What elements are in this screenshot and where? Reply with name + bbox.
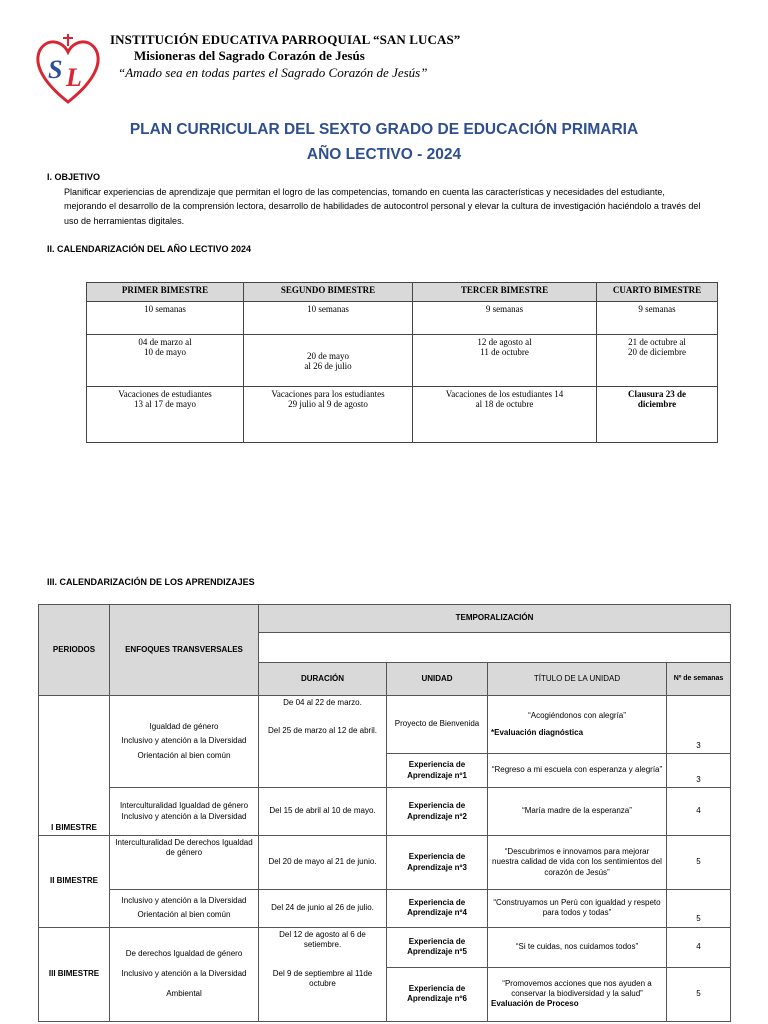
period-bim2: II BIMESTRE xyxy=(39,836,110,928)
header-semanas: Nº de semanas xyxy=(667,663,731,696)
unit-bim3-1: Experiencia de Aprendizaje nº5 xyxy=(387,927,488,967)
congregation-name: Misioneras del Sagrado Corazón de Jesús xyxy=(134,48,365,63)
weeks-bim1-3: 4 xyxy=(667,788,731,836)
header-bim2: SEGUNDO BIMESTRE xyxy=(244,283,413,302)
vacations-row xyxy=(87,387,718,443)
title-bim2-2: “Construyamos un Perú con igualdad y respeto para todos y todas” xyxy=(488,890,667,928)
section-objetivo-heading: I. OBJETIVO xyxy=(47,172,101,182)
enfoques-bim1-b: Interculturalidad Igualdad de género Inclusivo y atención a la Diversidad xyxy=(110,788,259,836)
period-bim1: I BIMESTRE xyxy=(39,696,110,836)
header-duracion: DURACIÓN xyxy=(259,663,387,696)
period-bim3: III BIMESTRE xyxy=(39,927,110,1021)
unit-bim1-2: Experiencia de Aprendizaje nº1 xyxy=(387,754,488,788)
duration-bim2-1: Del 20 de mayo al 21 de junio. xyxy=(259,836,387,890)
header-enfoques: ENFOQUES TRANSVERSALES xyxy=(110,605,259,696)
title-bim1-3: “María madre de la esperanza” xyxy=(488,788,667,836)
duration-bim3: Del 12 de agosto al 6 de setiembre. Del 9 de septiembre al 11de octubre xyxy=(259,927,387,1021)
header-unidad: UNIDAD xyxy=(387,663,488,696)
dates-row xyxy=(87,335,718,387)
vacation-bim2: Vacaciones para los estudiantes 29 julio al 9 de agosto xyxy=(244,387,413,443)
dates-bim3: 12 de agosto al 11 de octubre xyxy=(413,335,597,387)
weeks-bim1-2: 3 xyxy=(667,754,731,788)
header-bim1: PRIMER BIMESTRE xyxy=(87,283,244,302)
dates-bim4: 21 de octubre al 20 de diciembre xyxy=(597,335,718,387)
weeks-row xyxy=(87,302,718,335)
header-blank xyxy=(259,633,731,663)
unit-bim2-2: Experiencia de Aprendizaje nº4 xyxy=(387,890,488,928)
header-temporalizacion: TEMPORALIZACIÓN xyxy=(259,605,731,633)
page-subtitle: AÑO LECTIVO - 2024 xyxy=(306,146,462,163)
weeks-bim2: 10 semanas xyxy=(244,302,413,335)
enfoques-bim1-a: Igualdad de género Inclusivo y atención a la Diversidad Orientación al bien común xyxy=(110,696,259,788)
duration-bim1: De 04 al 22 de marzo. Del 25 de marzo al 12 de abril. xyxy=(259,696,387,788)
page-title: PLAN CURRICULAR DEL SEXTO GRADO DE EDUCACIÓN PRIMARIA xyxy=(129,121,639,138)
unit-bim1-1: Proyecto de Bienvenida xyxy=(387,696,488,754)
vacation-bim1: Vacaciones de estudiantes 13 al 17 de mayo xyxy=(87,387,244,443)
title-bim2-1: “Descubrimos e innovamos para mejorar nuestra calidad de vida con los sentimientos del corazón de Jesús” xyxy=(488,836,667,890)
weeks-bim3: 9 semanas xyxy=(413,302,597,335)
svg-text:L: L xyxy=(66,63,82,92)
duration-bim2-2: Del 24 de junio al 26 de julio. xyxy=(259,890,387,928)
weeks-bim3-1: 4 xyxy=(667,927,731,967)
header-bim4: CUARTO BIMESTRE xyxy=(597,283,718,302)
title-bim1-1: “Acogiéndonos con alegría” *Evaluación diagnóstica xyxy=(488,696,667,754)
enfoques-bim2-b: Inclusivo y atención a la Diversidad Orientación al bien común xyxy=(110,890,259,928)
weeks-bim2-2: 5 xyxy=(667,890,731,928)
school-logo xyxy=(30,32,106,108)
header-bim3: TERCER BIMESTRE xyxy=(413,283,597,302)
vacation-bim3: Vacaciones de los estudiantes 14 al 18 de octubre xyxy=(413,387,597,443)
learning-calendar-table xyxy=(38,604,731,1022)
weeks-bim3-2: 5 xyxy=(667,967,731,1021)
unit-bim2-1: Experiencia de Aprendizaje nº3 xyxy=(387,836,488,890)
weeks-bim1-1: 3 xyxy=(667,696,731,754)
section-calendar-heading: II. CALENDARIZACIÓN DEL AÑO LECTIVO 2024 xyxy=(47,244,252,254)
header-periodos: PERIODOS xyxy=(39,605,110,696)
weeks-bim1: 10 semanas xyxy=(87,302,244,335)
header-titulo: TÍTULO DE LA UNIDAD xyxy=(488,663,667,696)
objetivo-text: Planificar experiencias de aprendizaje que permitan el logro de las competencias, tomando en cuenta las características y necesidades del estudiante, mejorando el desarrollo de la comprensión lectora, desarrollo de habilidades de autocontrol personal y elevar la cultura de investigación haciéndolo a través del uso de herramientas digitales. xyxy=(64,187,701,226)
calendar-header-row xyxy=(87,283,718,302)
dates-bim1: 04 de marzo al 10 de mayo xyxy=(87,335,244,387)
unit-bim1-3: Experiencia de Aprendizaje nº2 xyxy=(387,788,488,836)
svg-text:S: S xyxy=(48,55,63,84)
weeks-bim2-1: 5 xyxy=(667,836,731,890)
calendar-table xyxy=(86,282,718,443)
dates-bim2: 20 de mayo al 26 de julio xyxy=(244,335,413,387)
title-bim1-2: “Regreso a mi escuela con esperanza y alegría” xyxy=(488,754,667,788)
title-bim3-2: “Promovemos acciones que nos ayuden a conservar la biodiversidad y la salud” Evaluación de Proceso xyxy=(488,967,667,1021)
clausura-bim4: Clausura 23 de diciembre xyxy=(597,387,718,443)
title-bim3-1: “Si te cuidas, nos cuidamos todos” xyxy=(488,927,667,967)
institution-name: INSTITUCIÓN EDUCATIVA PARROQUIAL “SAN LUCAS” xyxy=(110,32,461,47)
duration-bim1-3: Del 15 de abril al 10 de mayo. xyxy=(259,788,387,836)
weeks-bim4: 9 semanas xyxy=(597,302,718,335)
unit-bim3-2: Experiencia de Aprendizaje nº6 xyxy=(387,967,488,1021)
section-learning-heading: III. CALENDARIZACIÓN DE LOS APRENDIZAJES xyxy=(47,577,255,587)
enfoques-bim2-a: Interculturalidad De derechos Igualdad de género xyxy=(110,836,259,890)
enfoques-bim3: De derechos Igualdad de género Inclusivo y atención a la Diversidad Ambiental xyxy=(110,927,259,1021)
motto: “Amado sea en todas partes el Sagrado Corazón de Jesús” xyxy=(118,65,428,80)
